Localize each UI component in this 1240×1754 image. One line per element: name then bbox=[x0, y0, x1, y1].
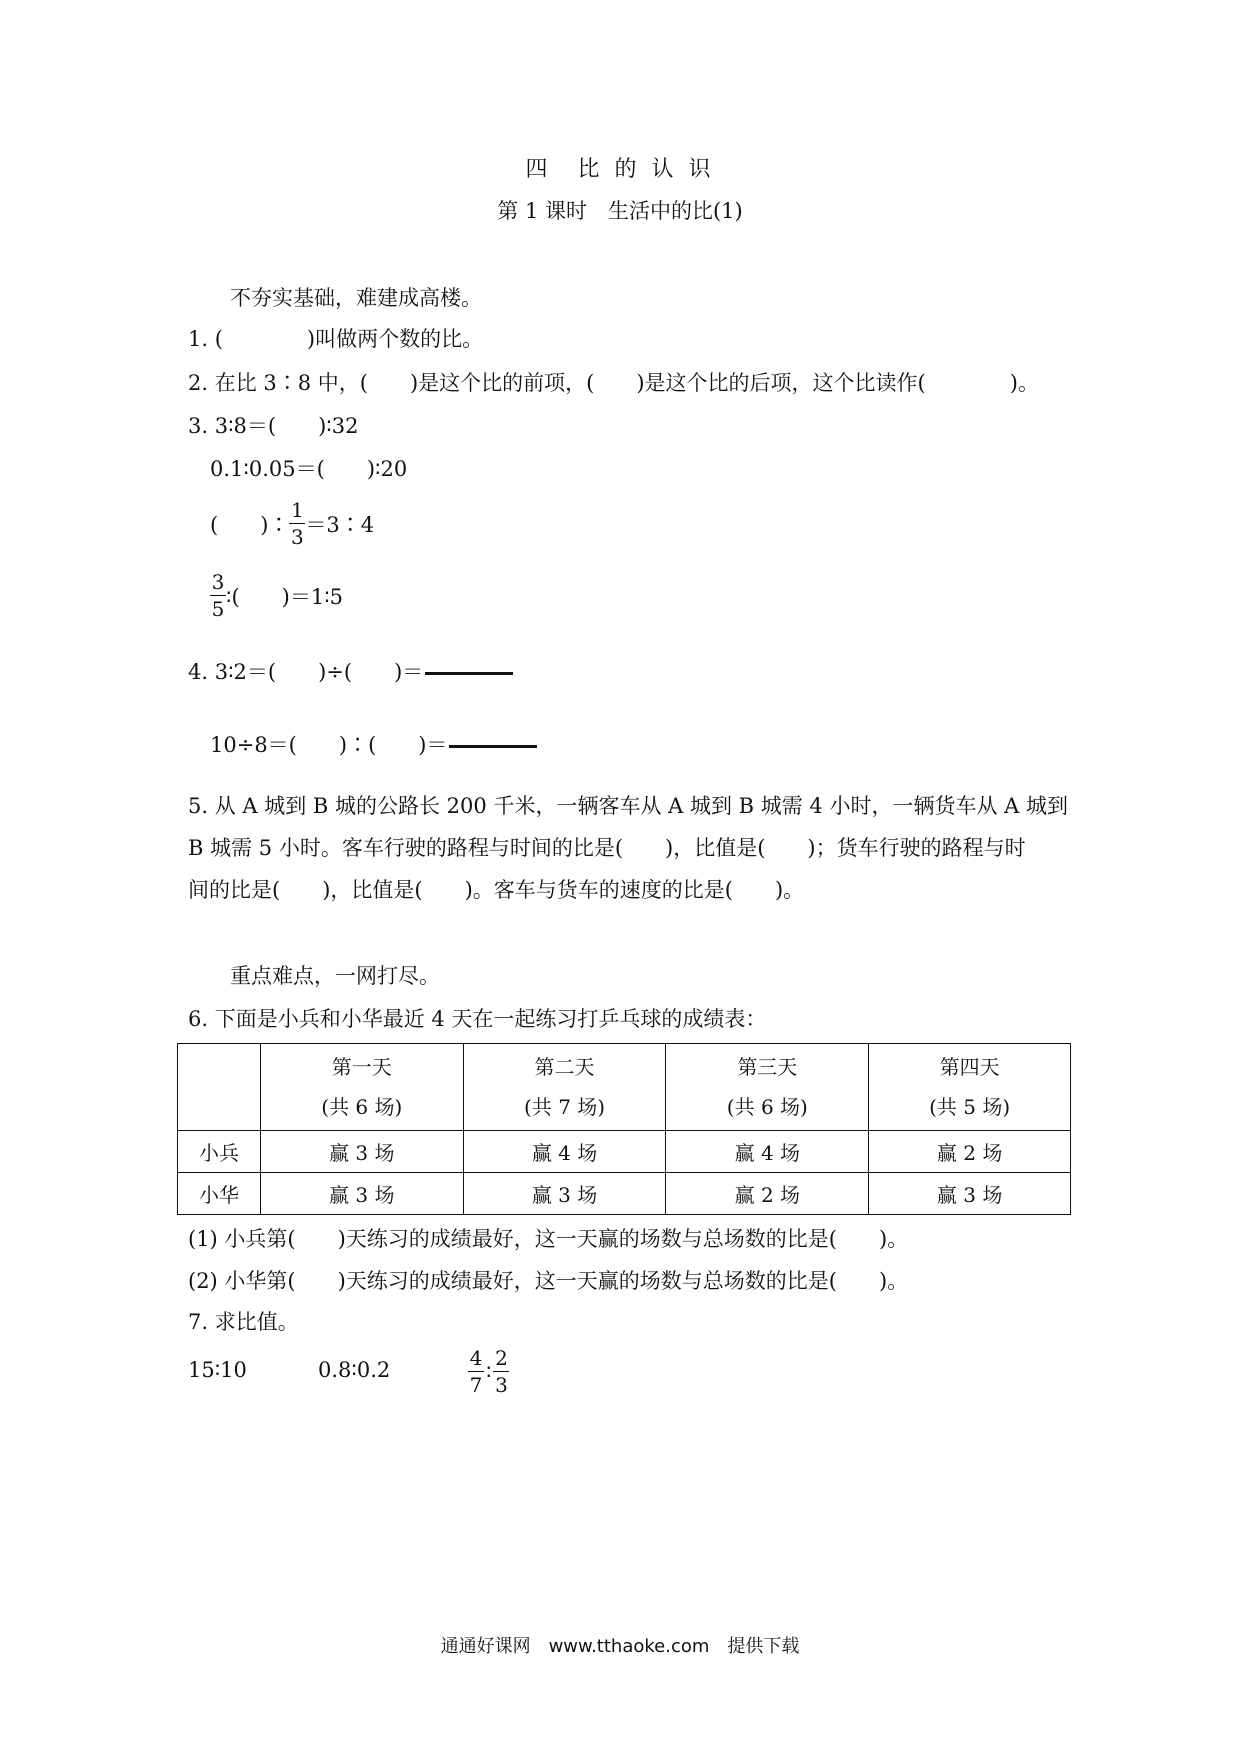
answer-line bbox=[425, 672, 513, 675]
fraction-denominator: 5 bbox=[211, 597, 225, 621]
table-cell: 赢 3 场 bbox=[463, 1173, 666, 1215]
table-header-cell: 第一天 (共 6 场) bbox=[260, 1044, 463, 1131]
question-5-line-1: 5. 从 A 城到 B 城的公路长 200 千米，一辆客车从 A 城到 B 城需 4 小时，一辆货车从 A 城到 bbox=[188, 794, 1068, 818]
question-3-line-2: 0.1∶0.05＝( )∶20 bbox=[210, 457, 408, 481]
table-cell: 赢 3 场 bbox=[869, 1173, 1071, 1215]
fraction-denominator: 7 bbox=[469, 1373, 483, 1397]
question-2: 2. 在比 3∶8 中，( )是这个比的前项，( )是这个比的后项，这个比读作( )。 bbox=[188, 371, 1039, 395]
q4-line2-text: 10÷8＝( )∶( )＝ bbox=[210, 733, 448, 757]
q3-line3-suffix: ＝3∶4 bbox=[305, 512, 375, 537]
fraction-bar bbox=[468, 1371, 484, 1372]
ratio-colon: ∶ bbox=[486, 1359, 492, 1384]
question-5-line-2: B 城需 5 小时。客车行驶的路程与时间的比是( )，比值是( )；货车行驶的路程与时 bbox=[188, 836, 1026, 860]
question-7: 7. 求比值。 bbox=[188, 1310, 299, 1334]
fraction-denominator: 3 bbox=[291, 525, 304, 549]
page-footer: 通通好课网 www.tthaoke.com 提供下载 bbox=[440, 1636, 800, 1657]
table-row-label: 小华 bbox=[178, 1173, 261, 1215]
fraction-numerator: 3 bbox=[211, 570, 225, 594]
score-table bbox=[177, 1043, 1071, 1215]
table-header-cell: 第四天 (共 5 场) bbox=[869, 1044, 1071, 1131]
fraction-bar bbox=[493, 1371, 509, 1372]
fraction-one-third bbox=[289, 500, 305, 547]
table-corner-cell bbox=[178, 1044, 261, 1131]
table-cell: 赢 4 场 bbox=[666, 1131, 869, 1173]
question-1: 1. ( )叫做两个数的比。 bbox=[188, 327, 484, 351]
page-title: 四 比 的 认 识 bbox=[525, 157, 715, 182]
q7-item-2: 0.8∶0.2 bbox=[318, 1358, 391, 1382]
question-6: 6. 下面是小兵和小华最近 4 天在一起练习打乒乓球的成绩表： bbox=[188, 1007, 767, 1031]
table-cell: 赢 3 场 bbox=[260, 1173, 463, 1215]
table-cell: 赢 3 场 bbox=[260, 1131, 463, 1173]
question-6-sub-2: (2) 小华第( )天练习的成绩最好，这一天赢的场数与总场数的比是( )。 bbox=[188, 1269, 909, 1293]
question-6-sub-1: (1) 小兵第( )天练习的成绩最好，这一天赢的场数与总场数的比是( )。 bbox=[188, 1227, 909, 1251]
q3-line3-prefix: ( )∶ bbox=[210, 512, 290, 537]
question-3-line-4 bbox=[210, 572, 343, 619]
fraction-three-fifths bbox=[210, 572, 226, 619]
q7-item-3 bbox=[468, 1348, 509, 1395]
question-4-line-2 bbox=[210, 729, 537, 759]
fraction-bar bbox=[210, 595, 226, 596]
question-5-line-3: 间的比是( )，比值是( )。客车与货车的速度的比是( )。 bbox=[188, 878, 805, 902]
table-cell: 赢 2 场 bbox=[869, 1131, 1071, 1173]
question-3-line-3 bbox=[210, 500, 374, 547]
section-heading-basics: 不夯实基础，难建成高楼。 bbox=[230, 286, 482, 310]
q3-line4-suffix: ∶( )＝1∶5 bbox=[226, 584, 344, 609]
fraction-bar bbox=[289, 523, 305, 524]
table-cell: 赢 4 场 bbox=[463, 1131, 666, 1173]
lesson-subtitle: 第 1 课时 生活中的比(1) bbox=[497, 199, 743, 223]
q4-line1-text: 4. 3∶2＝( )÷( )＝ bbox=[188, 660, 424, 684]
fraction-numerator: 4 bbox=[469, 1346, 483, 1370]
fraction-denominator: 3 bbox=[495, 1373, 508, 1397]
fraction-numerator: 2 bbox=[495, 1346, 508, 1370]
answer-line bbox=[449, 745, 537, 748]
section-heading-key-points: 重点难点，一网打尽。 bbox=[230, 964, 440, 988]
table-header-row bbox=[178, 1044, 1071, 1131]
table-row bbox=[178, 1173, 1071, 1215]
q7-item-1: 15∶10 bbox=[188, 1358, 247, 1382]
question-4-line-1 bbox=[188, 656, 513, 686]
table-row-label: 小兵 bbox=[178, 1131, 261, 1173]
table-header-cell: 第二天 (共 7 场) bbox=[463, 1044, 666, 1131]
table-header-cell: 第三天 (共 6 场) bbox=[666, 1044, 869, 1131]
table-row bbox=[178, 1131, 1071, 1173]
fraction-two-thirds bbox=[493, 1348, 509, 1395]
fraction-four-sevenths bbox=[468, 1348, 484, 1395]
table-cell: 赢 2 场 bbox=[666, 1173, 869, 1215]
question-3-line-1: 3. 3∶8＝( )∶32 bbox=[188, 414, 359, 438]
fraction-numerator: 1 bbox=[291, 498, 304, 522]
